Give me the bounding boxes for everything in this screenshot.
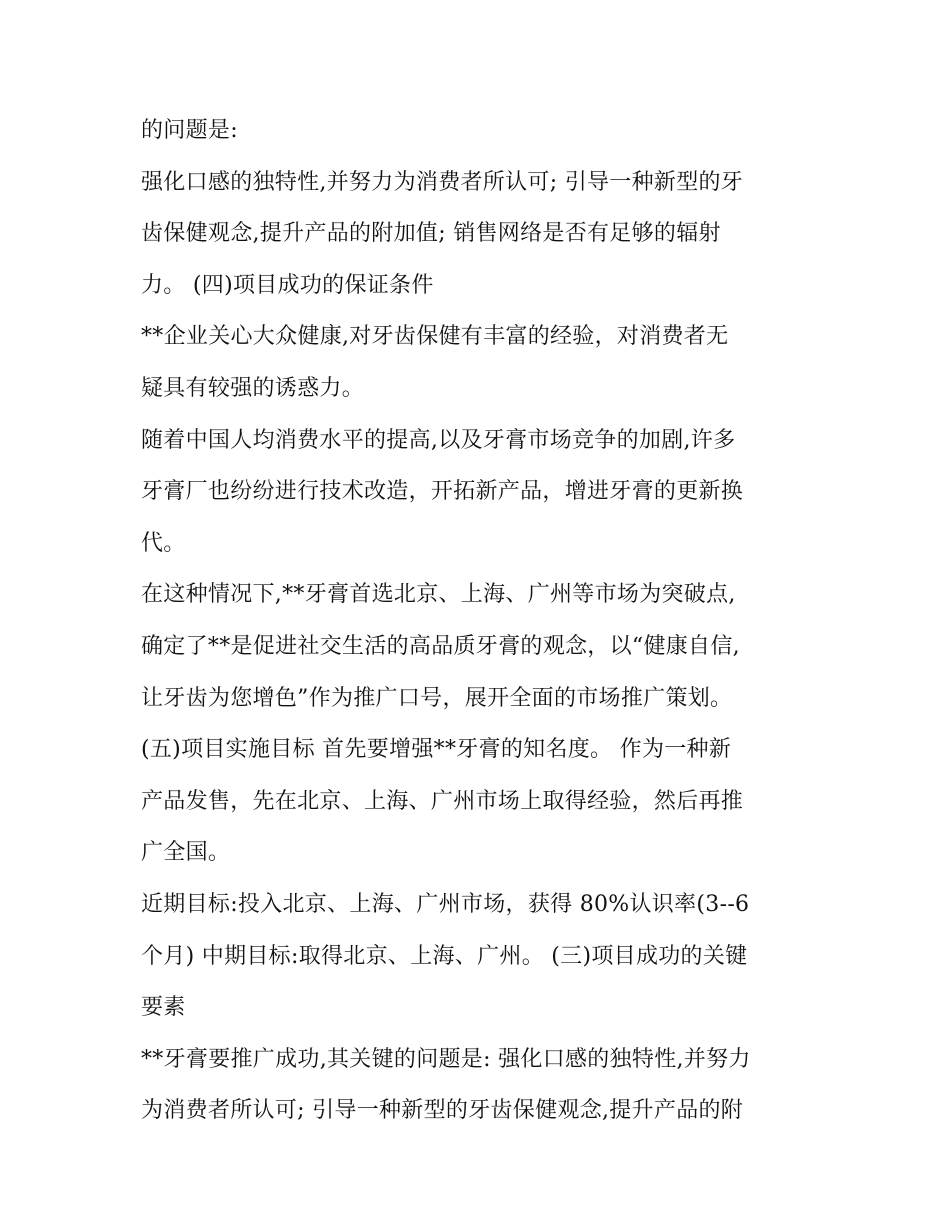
text-line: 齿保健观念,提升产品的附加值; 销售网络是否有足够的辐射 (141, 221, 721, 247)
text-line: 近期目标:投入北京、上海、广州市场，获得 80%认识率(3--6 (141, 891, 750, 917)
text-line: 强化口感的独特性,并努力为消费者所认可; 引导一种新型的牙 (141, 169, 744, 195)
text-line: 牙膏厂也纷纷进行技术改造，开拓新产品，增进牙膏的更新换 (141, 479, 744, 505)
text-line: 广全国。 (141, 840, 231, 866)
text-line: 的问题是: (141, 118, 238, 143)
text-line: **牙膏要推广成功,其关键的问题是: 强化口感的独特性,并努力 (141, 1046, 751, 1072)
text-line: 疑具有较强的诱惑力。 (141, 375, 365, 401)
text-line: (五)项目实施目标 首先要增强**牙膏的知名度。 作为一种新 (141, 737, 732, 763)
text-line: **企业关心大众健康,对牙齿保健有丰富的经验，对消费者无 (141, 324, 729, 350)
text-line: 产品发售，先在北京、上海、广州市场上取得经验，然后再推 (141, 788, 744, 814)
text-line: 为消费者所认可; 引导一种新型的牙齿保健观念,提升产品的附 (141, 1098, 744, 1124)
text-line: 确定了**是促进社交生活的高品质牙膏的观念，以“健康自信, (141, 633, 740, 659)
text-line: 要素 (141, 995, 186, 1021)
text-line: 个月) 中期目标:取得北京、上海、广州。 (三)项目成功的关键 (141, 943, 748, 969)
text-line: 随着中国人均消费水平的提高,以及牙膏市场竞争的加剧,许多 (141, 427, 736, 453)
text-line: 力。 (四)项目成功的保证条件 (141, 272, 434, 298)
text-line: 代。 (141, 530, 186, 556)
document-body-text (141, 105, 821, 1137)
text-line: 让牙齿为您增色”作为推广口号，展开全面的市场推广策划。 (141, 685, 733, 711)
text-line: 在这种情况下,**牙膏首选北京、上海、广州等市场为突破点, (141, 582, 736, 608)
